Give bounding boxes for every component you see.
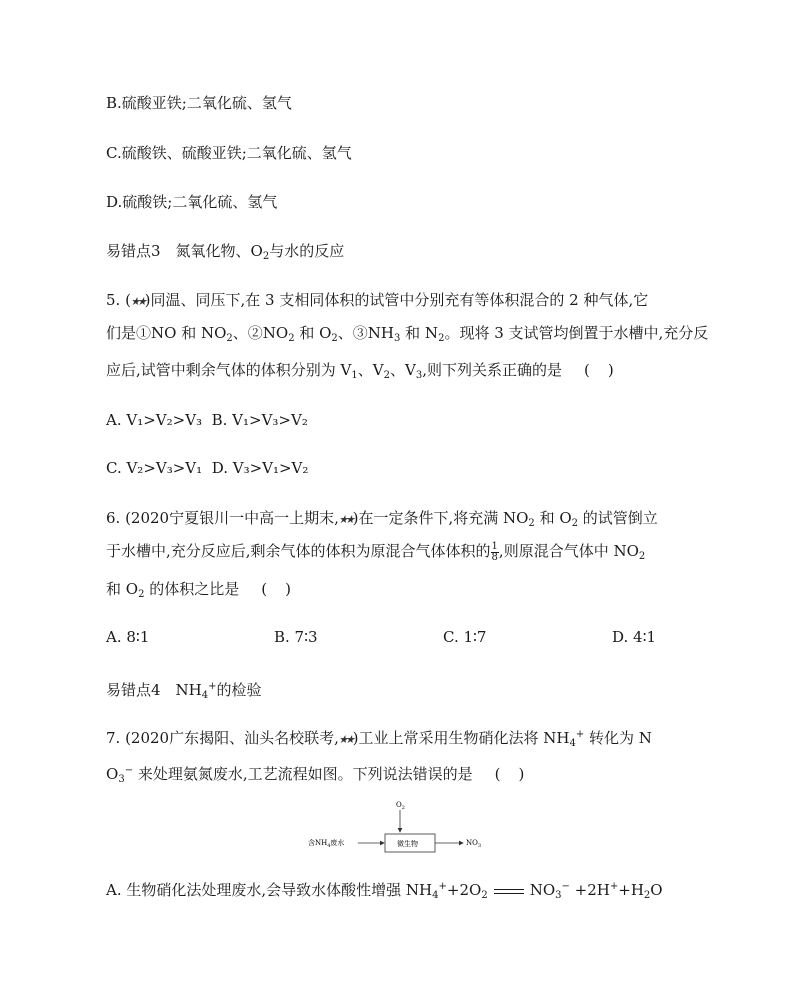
- q7-line-2: $O_3^-$ 来处理氨氮废水,工艺流程如图。下列说法错误的是 (): [106, 765, 543, 785]
- diagram-o2-label: $O_2$: [396, 801, 405, 811]
- answer-paren: (): [261, 580, 309, 598]
- q6-option-d: D. 4∶1: [612, 628, 657, 646]
- q7-option-a: A. 生物硝化法处理废水,会导致水体酸性增强 $NH_4^++2O_2$ $NO_3^- +2H^++H_2O$: [106, 881, 663, 901]
- q5-options-ab: [106, 409, 308, 431]
- equation-equals-sign: [494, 889, 524, 894]
- answer-paren: (): [583, 361, 632, 379]
- difficulty-star-icon: ★★: [129, 295, 147, 308]
- q6-option-a: A. 8∶1: [106, 628, 150, 646]
- answer-paren: (): [494, 765, 543, 783]
- q6-line-2: 于水槽中,充分反应后,剩余气体的体积为原混合气体体积的 $\frac{1}{8}$ ,则原混合气体中 $NO_2$: [106, 540, 646, 563]
- section-4-title: 易错点4 $NH_4^+$的检验: [106, 681, 262, 701]
- q5-option-b: B. V₁>V₃>V₂: [211, 411, 308, 429]
- q5-line-2: 们是①NO 和 $NO_2$、$②NO_2$ 和 $O_2$、$③NH_3$ 和 $N_2$。现将 3 支试管均倒置于水槽中,充分反: [106, 324, 709, 344]
- q6-option-c: C. 1∶7: [443, 628, 487, 646]
- diagram-input-label: 含$NH_4$废水: [308, 839, 345, 849]
- q5-options-cd: [106, 457, 308, 479]
- diagram-box-label: 微生物: [397, 840, 418, 848]
- diagram-output-label: $NO_3$: [466, 839, 482, 849]
- q6-option-b: B. 7∶3: [274, 628, 318, 646]
- q5-option-a: A. V₁>V₂>V₃: [106, 411, 203, 429]
- q6-line-3: 和 $O_2$ 的体积之比是 (): [106, 580, 309, 600]
- q5-option-d: D. V₃>V₁>V₂: [211, 459, 309, 477]
- difficulty-star-icon: ★★: [337, 733, 355, 746]
- q5-option-c: C. V₂>V₃>V₁: [106, 459, 203, 477]
- fraction-one-eighth: $\frac{1}{8}$: [491, 540, 498, 563]
- nitrification-flow-diagram: [300, 798, 500, 858]
- q4-option-b: B.硫酸亚铁;二氧化硫、氢气: [106, 94, 292, 112]
- q6-line-1: 6. (2020宁夏银川一中高一上期末,★★)在一定条件下,将充满 $NO_2$ 和 $O_2$ 的试管倒立: [106, 509, 658, 529]
- q5-line-3: 应后,试管中剩余气体的体积分别为 $V_1$、$V_2$、$V_3$,则下列关系正确的是 (): [106, 361, 632, 381]
- q7-line-1: 7. (2020广东揭阳、汕头名校联考,★★)工业上常采用生物硝化法将 $NH_4^+$ 转化为 N: [106, 729, 652, 749]
- q4-option-d: D.硫酸铁;二氧化硫、氢气: [106, 193, 278, 211]
- section-3-title: 易错点3 氮氧化物、$O_2$与水的反应: [106, 242, 345, 262]
- difficulty-star-icon: ★★: [337, 513, 355, 526]
- q5-line-1: 5. (★★)同温、同压下,在 3 支相同体积的试管中分别充有等体积混合的 2 种气体,它: [106, 289, 648, 313]
- q4-option-c: C.硫酸铁、硫酸亚铁;二氧化硫、氢气: [106, 144, 352, 162]
